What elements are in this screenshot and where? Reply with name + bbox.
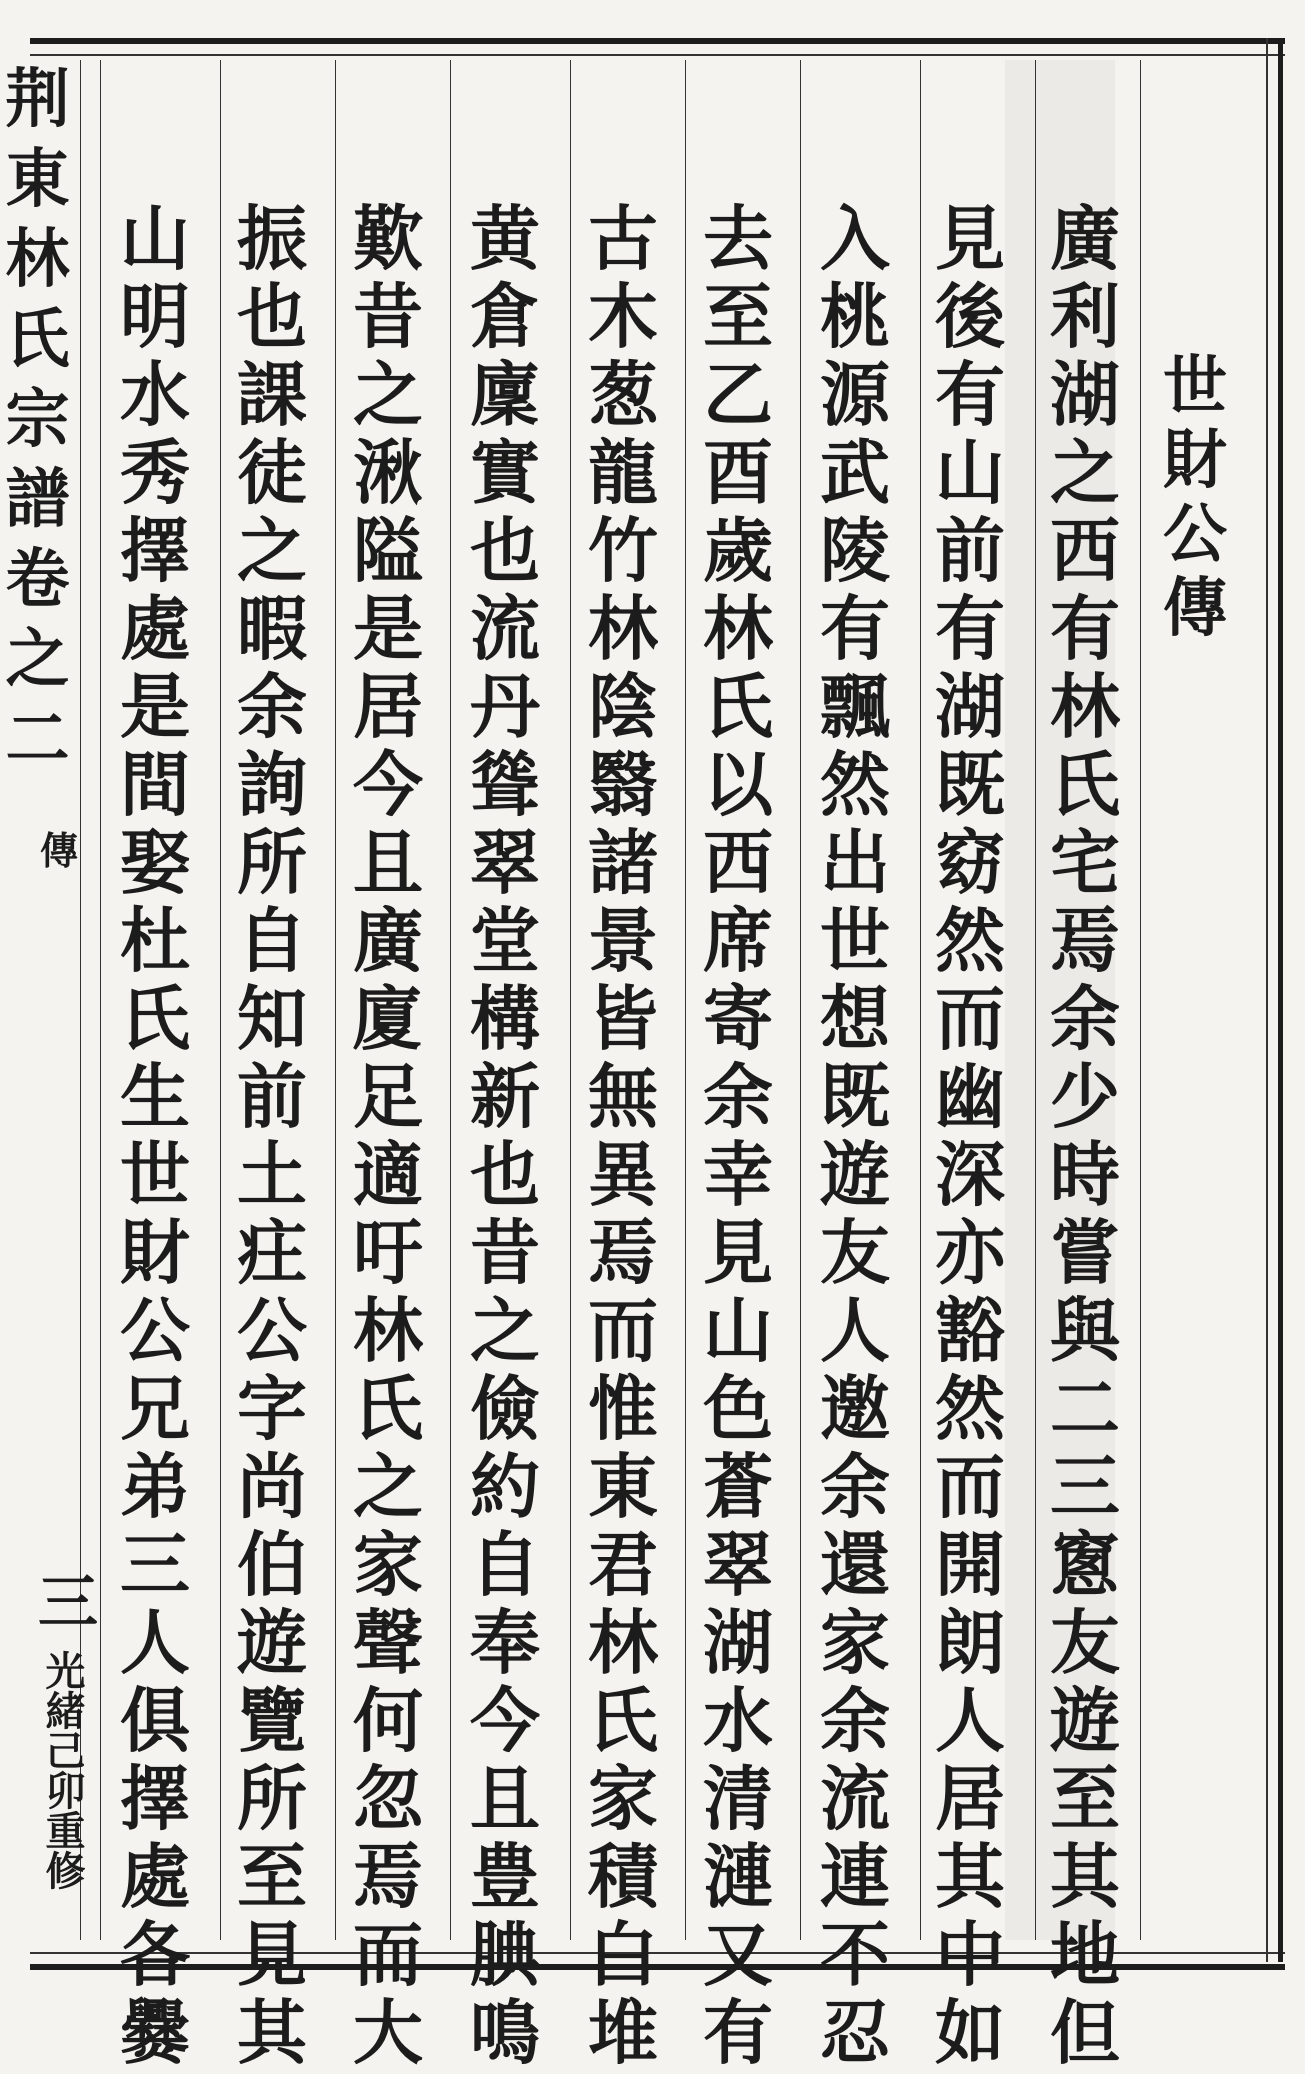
text-column	[105, 197, 205, 2074]
character: 課	[237, 353, 307, 436]
character: 既	[820, 1055, 890, 1138]
character: 景	[588, 899, 658, 982]
character: 之	[237, 509, 307, 592]
character: 豁	[935, 1289, 1005, 1372]
character: 傳	[1163, 571, 1227, 646]
character: 世	[120, 1133, 190, 1216]
character: 後	[935, 275, 1005, 358]
character: 窈	[935, 821, 1005, 904]
character: 氏	[5, 302, 70, 377]
character: 兄	[120, 1367, 190, 1450]
character: 儉	[470, 1367, 540, 1450]
character: 亦	[935, 1211, 1005, 1294]
character: 廩	[470, 353, 540, 436]
character: 吁	[353, 1211, 423, 1294]
character: 世	[1163, 349, 1227, 424]
character: 各	[120, 1913, 190, 1996]
character: 伯	[237, 1523, 307, 1606]
character: 水	[703, 1679, 773, 1762]
character: 也	[237, 275, 307, 358]
character: 陰	[588, 665, 658, 748]
text-column	[455, 197, 555, 2074]
character: 倉	[470, 275, 540, 358]
character: 翳	[588, 743, 658, 826]
text-column	[805, 197, 905, 2074]
column-rule	[100, 60, 101, 1940]
character: 而	[588, 1289, 658, 1372]
chapter-title	[1155, 350, 1235, 646]
character: 出	[820, 821, 890, 904]
character: 之	[5, 622, 70, 697]
character: 林	[588, 587, 658, 670]
character: 如	[935, 1991, 1005, 2074]
character: 湖	[703, 1601, 773, 1684]
character: 土	[237, 1133, 307, 1216]
character: 惟	[588, 1367, 658, 1450]
character: 有	[935, 353, 1005, 436]
character: 源	[820, 353, 890, 436]
character: 娶	[120, 821, 190, 904]
character: 家	[588, 1757, 658, 1840]
character: 見	[935, 197, 1005, 280]
character: 陵	[820, 509, 890, 592]
character: 覽	[237, 1679, 307, 1762]
character: 宅	[1050, 821, 1120, 904]
character: 席	[703, 899, 773, 982]
character: 其	[935, 1835, 1005, 1918]
character: 嘗	[1050, 1211, 1120, 1294]
character: 流	[470, 587, 540, 670]
character: 酉	[703, 431, 773, 514]
character: 公	[120, 1289, 190, 1372]
character: 俱	[120, 1679, 190, 1762]
character: 竹	[588, 509, 658, 592]
character: 二	[1050, 1367, 1120, 1450]
character: 大	[353, 1991, 423, 2074]
column-rule	[570, 60, 571, 1940]
character: 又	[703, 1913, 773, 1996]
character: 有	[703, 1991, 773, 2074]
margin-page-number: 三	[28, 1570, 98, 1630]
character: 山	[120, 197, 190, 280]
character: 然	[935, 1367, 1005, 1450]
character: 古	[588, 197, 658, 280]
character: 前	[935, 509, 1005, 592]
character: 諸	[588, 821, 658, 904]
character: 朗	[935, 1601, 1005, 1684]
character: 余	[703, 1055, 773, 1138]
character: 葱	[588, 353, 658, 436]
character: 去	[703, 197, 773, 280]
column-rule	[1140, 60, 1141, 1940]
character: 窻	[1050, 1523, 1120, 1606]
top-border	[30, 38, 1285, 56]
character: 林	[588, 1601, 658, 1684]
character: 而	[935, 1445, 1005, 1528]
character: 實	[470, 431, 540, 514]
character: 徒	[237, 431, 307, 514]
character: 無	[588, 1055, 658, 1138]
character: 友	[1050, 1601, 1120, 1684]
character: 昔	[353, 275, 423, 358]
character: 財	[1163, 423, 1227, 498]
character: 色	[703, 1367, 773, 1450]
character: 遊	[820, 1133, 890, 1216]
character: 振	[237, 197, 307, 280]
character: 詢	[237, 743, 307, 826]
character: 還	[820, 1523, 890, 1606]
character: 清	[703, 1757, 773, 1840]
character: 聲	[353, 1601, 423, 1684]
character: 與	[1050, 1289, 1120, 1372]
character: 入	[820, 197, 890, 280]
character: 氏	[588, 1679, 658, 1762]
character: 黄	[470, 197, 540, 280]
character: 飄	[820, 665, 890, 748]
character: 而	[353, 1913, 423, 1996]
character: 邀	[820, 1367, 890, 1450]
character: 也	[470, 509, 540, 592]
character: 處	[120, 587, 190, 670]
character: 見	[237, 1913, 307, 1996]
text-column	[688, 197, 788, 2074]
character: 友	[820, 1211, 890, 1294]
character: 家	[353, 1523, 423, 1606]
character: 然	[935, 899, 1005, 982]
character: 西	[1050, 509, 1120, 592]
character: 約	[470, 1445, 540, 1528]
character: 歲	[703, 509, 773, 592]
character: 利	[1050, 275, 1120, 358]
text-column	[573, 197, 673, 2074]
character: 但	[1050, 1991, 1120, 2074]
character: 隘	[353, 509, 423, 592]
text-column	[338, 197, 438, 2074]
character: 龍	[588, 431, 658, 514]
character: 幸	[703, 1133, 773, 1216]
character: 廣	[1050, 197, 1120, 280]
character: 林	[703, 587, 773, 670]
character: 以	[703, 743, 773, 826]
character: 之	[353, 1445, 423, 1528]
character: 擇	[120, 1757, 190, 1840]
character: 余	[237, 665, 307, 748]
character: 東	[5, 142, 70, 217]
character: 氏	[1050, 743, 1120, 826]
character: 至	[1050, 1757, 1120, 1840]
margin-volume	[6, 540, 70, 780]
character: 宗	[5, 382, 70, 457]
character: 奉	[470, 1601, 540, 1684]
character: 時	[1050, 1133, 1120, 1216]
character: 財	[120, 1211, 190, 1294]
character: 乙	[703, 353, 773, 436]
character: 且	[470, 1757, 540, 1840]
character: 秀	[120, 431, 190, 514]
character: 弟	[120, 1445, 190, 1528]
character: 人	[820, 1289, 890, 1372]
character: 武	[820, 431, 890, 514]
text-column	[222, 197, 322, 2074]
character: 有	[1050, 587, 1120, 670]
character: 今	[470, 1679, 540, 1762]
character: 而	[935, 977, 1005, 1060]
character: 新	[470, 1055, 540, 1138]
character: 寄	[703, 977, 773, 1060]
character: 二	[5, 702, 70, 777]
character: 且	[353, 821, 423, 904]
character: 遊	[1050, 1679, 1120, 1762]
character: 西	[703, 821, 773, 904]
character: 焉	[353, 1835, 423, 1918]
character: 處	[120, 1835, 190, 1918]
character: 焉	[588, 1211, 658, 1294]
character: 蒼	[703, 1445, 773, 1528]
character: 見	[703, 1211, 773, 1294]
column-rule	[220, 60, 221, 1940]
character: 人	[120, 1601, 190, 1684]
character: 公	[237, 1289, 307, 1372]
character: 也	[470, 1133, 540, 1216]
character: 居	[935, 1757, 1005, 1840]
character: 是	[120, 665, 190, 748]
character: 明	[120, 275, 190, 358]
character: 公	[1163, 497, 1227, 572]
character: 翠	[470, 821, 540, 904]
character: 人	[935, 1679, 1005, 1762]
character: 是	[353, 587, 423, 670]
character: 構	[470, 977, 540, 1060]
character: 遊	[237, 1601, 307, 1684]
character: 歎	[353, 197, 423, 280]
character: 今	[353, 743, 423, 826]
character: 流	[820, 1757, 890, 1840]
character: 余	[820, 1679, 890, 1762]
character: 丹	[470, 665, 540, 748]
character: 山	[935, 431, 1005, 514]
character: 幽	[935, 1055, 1005, 1138]
character: 連	[820, 1835, 890, 1918]
character: 桃	[820, 275, 890, 358]
character: 間	[120, 743, 190, 826]
character: 木	[588, 275, 658, 358]
margin-section: 傳	[40, 828, 79, 873]
character: 至	[237, 1835, 307, 1918]
column-rule	[450, 60, 451, 1940]
character: 所	[237, 821, 307, 904]
character: 有	[820, 587, 890, 670]
character: 余	[820, 1445, 890, 1528]
character: 林	[5, 222, 70, 297]
character: 開	[935, 1523, 1005, 1606]
character: 地	[1050, 1913, 1120, 1996]
character: 三	[1050, 1445, 1120, 1528]
character: 知	[237, 977, 307, 1060]
character: 自	[237, 899, 307, 982]
character: 之	[1050, 431, 1120, 514]
character: 㽵	[237, 1211, 307, 1294]
character: 林	[353, 1289, 423, 1372]
character: 君	[588, 1523, 658, 1606]
character: 東	[588, 1445, 658, 1528]
character: 有	[935, 587, 1005, 670]
character: 深	[935, 1133, 1005, 1216]
column-rule	[335, 60, 336, 1940]
character: 異	[588, 1133, 658, 1216]
character: 其	[1050, 1835, 1120, 1918]
character: 積	[588, 1835, 658, 1918]
character: 世	[820, 899, 890, 982]
character: 自	[470, 1523, 540, 1606]
character: 之	[470, 1289, 540, 1372]
character: 翠	[703, 1523, 773, 1606]
margin-title-volume	[0, 60, 75, 780]
character: 山	[703, 1289, 773, 1372]
character: 焉	[1050, 899, 1120, 982]
character: 杜	[120, 899, 190, 982]
character: 鳴	[470, 1991, 540, 2074]
character: 忍	[820, 1991, 890, 2074]
character: 中	[935, 1913, 1005, 1996]
character: 廈	[353, 977, 423, 1060]
character: 三	[120, 1523, 190, 1606]
character: 字	[237, 1367, 307, 1450]
character: 譜	[5, 462, 70, 537]
character: 聳	[470, 743, 540, 826]
text-column	[920, 197, 1020, 2074]
character: 湖	[1050, 353, 1120, 436]
column-rule	[800, 60, 801, 1940]
character: 堆	[588, 1991, 658, 2074]
character: 湫	[353, 431, 423, 514]
character: 既	[935, 743, 1005, 826]
character: 所	[237, 1757, 307, 1840]
character: 皆	[588, 977, 658, 1060]
character: 廣	[353, 899, 423, 982]
character: 至	[703, 275, 773, 358]
character: 氏	[120, 977, 190, 1060]
character: 足	[353, 1055, 423, 1138]
text-column	[1035, 197, 1135, 2074]
character: 尚	[237, 1445, 307, 1528]
character: 暇	[237, 587, 307, 670]
character: 昔	[470, 1211, 540, 1294]
character: 白	[588, 1913, 658, 1996]
character: 家	[820, 1601, 890, 1684]
character: 適	[353, 1133, 423, 1216]
character: 湖	[935, 665, 1005, 748]
character: 少	[1050, 1055, 1120, 1138]
character: 何	[353, 1679, 423, 1762]
character: 腆	[470, 1913, 540, 1996]
character: 豊	[470, 1835, 540, 1918]
right-border	[1266, 38, 1283, 1962]
character: 漣	[703, 1835, 773, 1918]
character: 不	[820, 1913, 890, 1996]
character: 前	[237, 1055, 307, 1138]
character: 居	[353, 665, 423, 748]
character: 爨	[120, 1991, 190, 2074]
character: 想	[820, 977, 890, 1060]
character: 荆	[5, 62, 70, 137]
margin-edition: 光緒己卯重修	[39, 1650, 86, 1890]
character: 余	[1050, 977, 1120, 1060]
character: 忽	[353, 1757, 423, 1840]
margin-title	[6, 60, 70, 540]
character: 卷	[5, 542, 70, 617]
character: 擇	[120, 509, 190, 592]
character: 然	[820, 743, 890, 826]
character: 林	[1050, 665, 1120, 748]
character: 之	[353, 353, 423, 436]
character: 生	[120, 1055, 190, 1138]
column-rule	[685, 60, 686, 1940]
character: 其	[237, 1991, 307, 2074]
character: 氏	[703, 665, 773, 748]
character: 水	[120, 353, 190, 436]
character: 堂	[470, 899, 540, 982]
character: 氏	[353, 1367, 423, 1450]
